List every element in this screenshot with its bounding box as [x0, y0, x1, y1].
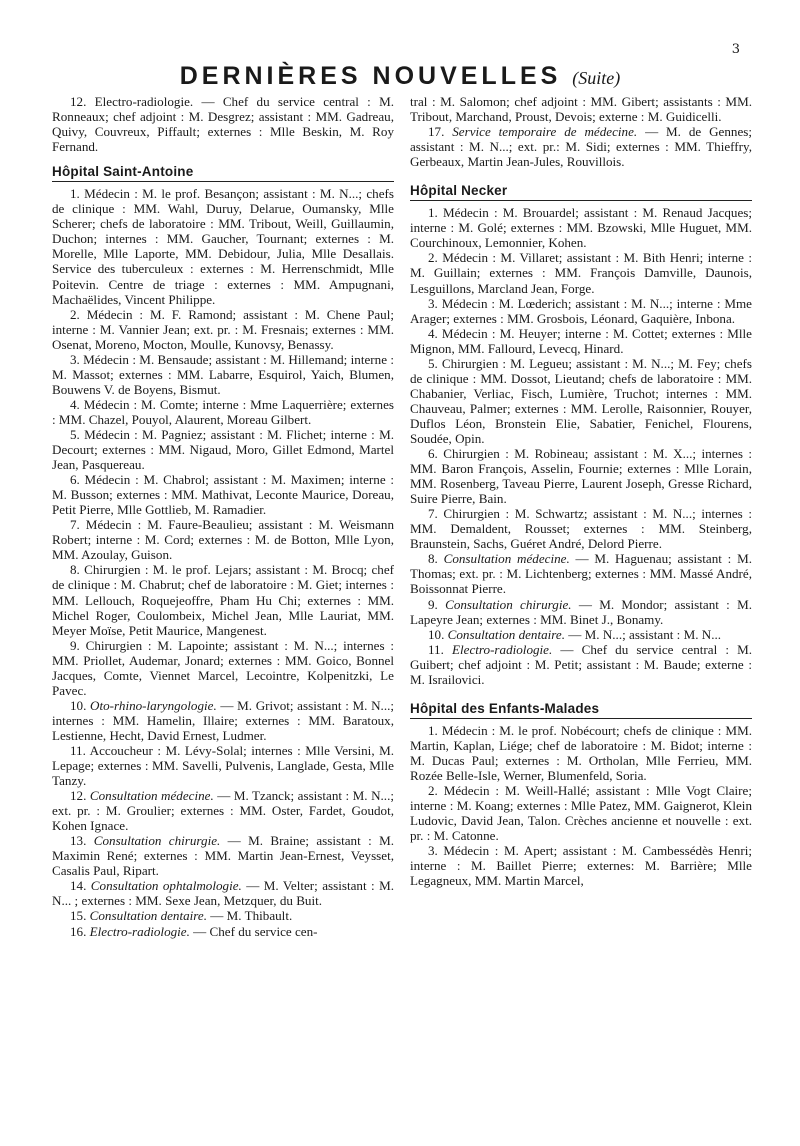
item-text: — M. Braine; assistant : M. Maximin René; externes : MM. Martin Jean-Ernest, Veysset, Casalis Paul, Ripart. — [52, 833, 395, 879]
item-number: 9. — [428, 596, 446, 612]
service-name: Consultation dentaire. — [89, 908, 207, 924]
paragraph: 2. Médecin : M. Villaret; assistant : M. Bith Henri; interne : M. Guillain; externes : MM. François Damville, Daunois, Lesguillons, Marcland Jean, Forge. — [410, 250, 752, 296]
article-columns — [52, 94, 752, 1134]
paragraph: 9. Chirurgien : M. Lapointe; assistant : M. N...; internes : MM. Priollet, Audemar, Jonard; externes : MM. Goico, Bonnel Jacques, Comte, Viennet Marcel, Lecointre, Kolpenitzki, Le Pavec. — [52, 637, 394, 698]
item-number: 13. — [70, 833, 94, 849]
item-number: 16. — [70, 923, 90, 939]
masthead-title: DERNIÈRES NOUVELLES — [179, 62, 562, 90]
paragraph: 4. Médecin : M. Comte; interne : Mme Laquerrière; externes : MM. Chazel, Pouyol, Alaurent, Moreau Gilbert. — [52, 396, 394, 427]
item-text: — M. de Gennes; assistant : M. N...; ext. pr.: M. Sidi; externes : MM. Thieffry, Gerbeaux, Martin Jean-Jules, Rouvillois. — [410, 124, 752, 170]
item-number: 8. — [428, 551, 444, 567]
item-text: — M. Mondor; assistant : M. Lapeyre Jean; externes : MM. Binet J., Bonamy. — [410, 596, 753, 627]
paragraph — [52, 878, 394, 908]
paragraph: 1. Médecin : M. le prof. Besançon; assistant : M. N...; chefs de clinique : MM. Wahl, Duruy, Delarue, Oumansky, Mlle Scherer; chefs de laboratoire : MM. Tribout, Weill, Guillaumin, Duchon; internes : MM. Gaucher, Tournant; externes : M. Morelle, Mlle Laporte, MM. Debidour, Julia, Mlle Desallais. Service des tuberculeux : externes : M. Herrenschmidt, Mlle Poitevin. Centre de triage : externes : MM. Ampugnani, Machaëlides, Vincent Philippe. — [52, 186, 394, 307]
paragraph: 5. Chirurgien : M. Legueu; assistant : M. N...; M. Fey; chefs de clinique : MM. Dossot, Lieutand; chefs de laboratoire : MM. Chabanier, Verliac, Fisch, Lumière, Truchot; internes : MM. Chauveau, Palmer; externes : MM. Lerolle, Raisonnier, Rouyer, Duflos Léon, Bronstein Elie, Sabatier, Fenichel, Flourens, Soudée, Opin. — [410, 355, 752, 446]
paragraph: 4. Médecin : M. Heuyer; interne : M. Cottet; externes : Mlle Mignon, MM. Fallourd, Levecq, Hinard. — [410, 325, 752, 356]
item-text: — M. N...; assistant : M. N... — [565, 626, 722, 642]
paragraph: 3. Médecin : M. Lœderich; assistant : M. N...; interne : Mme Arager; externes : MM. Grosbois, Léonard, Gaquière, Inbona. — [410, 295, 752, 326]
paragraph: 2. Médecin : M. F. Ramond; assistant : M. Chene Paul; interne : M. Vannier Jean; ext. pr. : M. Fresnais; externes : MM. Osenat, Moreno, Mocton, Moulle, Kunovsy, Benassy. — [52, 306, 394, 352]
service-name: Consultation médecine. — [443, 551, 570, 567]
item-text: — M. Tzanck; assistant : M. N...; ext. pr. : M. Groulier; externes : MM. Oster, Fardet, Goudot, Kohen Ignace. — [52, 788, 394, 834]
paragraph: 3. Médecin : M. Bensaude; assistant : M. Hillemand; interne : M. Massot; externes : MM. Labarre, Esquirol, Yaich, Blumen, Bouwens V. de Boyens, Bismut. — [52, 351, 394, 397]
paragraph: 6. Chirurgien : M. Robineau; assistant : M. X...; internes : MM. Baron François, Asselin, Fournie; externes : Mlle Lorain, MM. Rosenberg, Taveau Pierre, Laurent Joseph, Gresse Richard, Suire Pierre, Bain. — [410, 446, 752, 507]
item-number: 11. — [428, 641, 453, 657]
item-number: 10. — [70, 697, 91, 713]
item-text: — Chef du service central : M. Guibert; chef adjoint : M. Petit; assistant : M. Baude; externe : M. Israilovici. — [410, 641, 753, 687]
paragraph: 3. Médecin : M. Apert; assistant : M. Cambessédès Henri; interne : M. Baillet Pierre; externes: M. Barrière; Mlle Legagneux, MM. Martin Marcel, — [410, 843, 752, 889]
item-number: 12. — [70, 788, 90, 804]
paragraph — [52, 924, 394, 939]
paragraph: 12. Electro-radiologie. — Chef du service central : M. Ronneaux; chef adjoint : M. Desgrez; assistant : MM. Gadreau, Quivy, Couvreux, Piffault; externes : Mlle Beskin, M. Roy Fernand. — [52, 94, 394, 155]
section-heading-enfants-malades: Hôpital des Enfants-Malades — [410, 701, 752, 719]
paragraph: 11. Accoucheur : M. Lévy-Solal; internes : Mlle Versini, M. Lepage; externes : MM. Savelli, Pulvenis, Langlade, Gesta, Mlle Tanzy. — [52, 742, 394, 789]
item-number: 14. — [70, 878, 91, 894]
right-column — [410, 94, 752, 1134]
service-name: Consultation chirurgie. — [445, 596, 572, 612]
item-number: 15. — [70, 908, 90, 924]
paragraph: 7. Chirurgien : M. Schwartz; assistant : M. N...; internes : MM. Demaldent, Rousset; externes : MM. Steinberg, Braunstein, Sachs, Guéret André, Delord Pierre. — [410, 506, 752, 552]
paragraph — [52, 833, 394, 878]
paragraph — [52, 788, 394, 833]
service-name: Electro-radiologie. — [89, 923, 190, 939]
paragraph — [410, 627, 752, 642]
paragraph — [410, 597, 752, 627]
paragraph: 8. Chirurgien : M. le prof. Lejars; assistant : M. Brocq; chef de clinique : M. Chabrut; chef de laboratoire : M. Giet; internes : MM. Lellouch, Roquejeoffre, Pham Hu Chi; externes : MM. Michel Roger, Coulombeix, Michel Jean, Mlle Lauriat, MM. Meyer Moïse, Petit Maurice, Mangenest. — [52, 562, 394, 638]
item-text: — M. Haguenau; assistant : M. Thomas; ext. pr. : M. Lichtenberg; externes : MM. Massé André, Boissonnat Pierre. — [410, 551, 752, 597]
page-number: 3 — [731, 42, 740, 57]
paragraph: 1. Médecin : M. le prof. Nobécourt; chefs de clinique : MM. Martin, Kaplan, Liége; chef de laboratoire : M. Bidot; interne : M. Ducas Paul; externes : M. Ortholan, Mlle Ferrieu, MM. Rozée Belle-Isle, Werner, Blumenfeld, Soria. — [410, 722, 752, 783]
paragraph — [52, 908, 394, 923]
service-name: Consultation médecine. — [89, 788, 214, 804]
item-text: — Chef du service cen- — [189, 923, 318, 939]
paragraph — [52, 698, 394, 743]
paragraph: 2. Médecin : M. Weill-Hallé; assistant : Mlle Vogt Claire; interne : M. Koang; externes : Mlle Patez, MM. Gaignerot, Klein Ludovic, David Jean, Talon. Crèches ancienne et nouvelle : ext. pr. : M. Catonne. — [410, 783, 752, 844]
service-name: Consultation chirurgie. — [93, 833, 221, 849]
left-column — [52, 94, 394, 1134]
service-name: Service temporaire de médecine. — [452, 124, 638, 140]
service-name: Consultation ophtalmologie. — [90, 878, 242, 894]
paragraph — [410, 642, 752, 687]
item-text: — M. Thibault. — [207, 908, 293, 924]
item-text: — M. Grivot; assistant : M. N...; internes : MM. Hamelin, Illaire; externes : MM. Baratoux, Lestienne, Hecht, David Ernest, Ludmer. — [52, 697, 394, 743]
service-name: Electro-radiologie. — [452, 641, 553, 657]
service-name: Oto-rhino-laryngologie. — [90, 697, 217, 713]
paragraph: 6. Médecin : M. Chabrol; assistant : M. Maximen; interne : M. Busson; externes : MM. Mathivat, Leconte Maurice, Doreau, Petit Pierre, Mlle Gottlieb, M. Ramadier. — [52, 472, 394, 518]
item-number: 10. — [428, 626, 448, 642]
paragraph: 5. Médecin : M. Pagniez; assistant : M. Flichet; interne : M. Decourt; externes : MM. Nigaud, Moro, Gillet Edmond, Martel Jean, Pasquereau. — [52, 426, 394, 473]
page-masthead — [0, 62, 800, 91]
paragraph — [410, 551, 752, 596]
paragraph: tral : M. Salomon; chef adjoint : MM. Gibert; assistants : MM. Tribout, Marchand, Proust, Devois; externe : M. Guidicelli. — [410, 94, 752, 125]
masthead-suite: (Suite) — [572, 68, 621, 88]
paragraph: 1. Médecin : M. Brouardel; assistant : M. Renaud Jacques; interne : M. Golé; externes : MM. Bzowski, Mlle Huguet, MM. Courchinoux, Lemonnier, Kohen. — [410, 205, 752, 251]
item-text: — M. Velter; assistant : M. N... ; externes : MM. Sexe Jean, Metzquer, du Buit. — [52, 878, 394, 909]
item-number: 17. — [428, 124, 453, 140]
service-name: Consultation dentaire. — [447, 626, 565, 642]
section-heading-necker: Hôpital Necker — [410, 183, 752, 201]
paragraph: 7. Médecin : M. Faure-Beaulieu; assistant : M. Weismann Robert; interne : M. Cord; externes : M. de Botton, Mlle Lyon, MM. Azoulay, Guison. — [52, 517, 394, 563]
section-heading-saint-antoine: Hôpital Saint-Antoine — [52, 164, 394, 182]
paragraph — [410, 124, 752, 169]
